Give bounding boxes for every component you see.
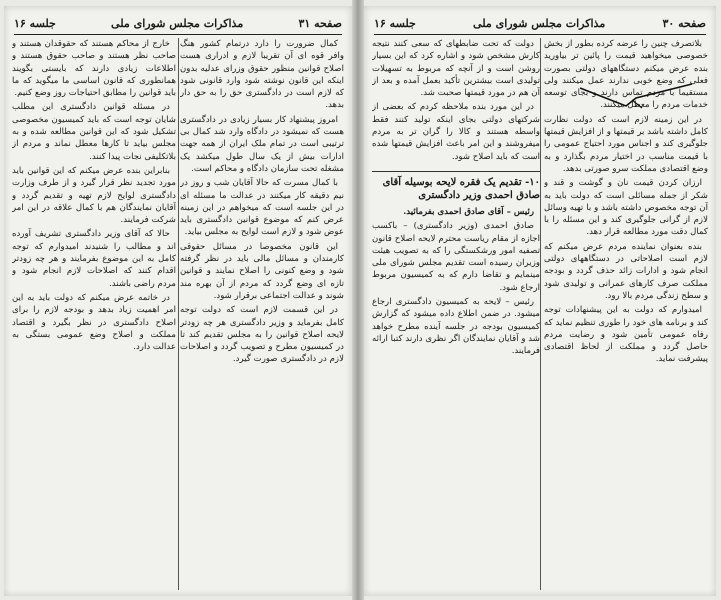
right-page (364, 6, 716, 596)
page-number: صفحه ۳۱ (298, 16, 342, 30)
paragraph: امیدوارم که دولت به این پیشنهادات توجه کند و برنامه های خود را طوری تنظیم نماید که رفاه عمومی تأمین شود و رضایت مردم حاصل گردد و مملکت از لحاظ اقتصادی پیشرفت نماید. (544, 305, 708, 365)
left-page-header (14, 12, 342, 35)
right-page-column-left (372, 38, 540, 590)
paragraph: بلاتصرف چنین را عرضه کرده بطور از بخش خصوصی میخواهید قیمت را پائین تر بیاورید بنده عرض میکنم دستگاههای دولتی بصورت فعلی که وضع خوبی ندارند عمل میکنند ولی مستقیما با مردم تماس دارند و بجای توسعه خدمات مردم را معطل میکنند. (544, 39, 708, 111)
journal-title: مذاکرات مجلس شورای ملی (111, 16, 244, 30)
speaker-line: رئیس – آقای صادق احمدی بفرمائید. (403, 206, 534, 217)
right-page-column-right (544, 38, 708, 590)
paragraph: ارزان کردن قیمت نان و گوشت و قند و شکر از جمله مسائلی است که دولت باید به آن توجه مخصوص داشته باشد و با تهیه وسائل لازم از گرانی جلوگیری کند و این مسئله را با کمال دقت مورد مطالعه قرار دهد. (544, 178, 708, 238)
journal-title: مذاکرات مجلس شورای ملی (473, 16, 606, 30)
paragraph: در این زمینه لازم است که دولت نظارت کامل داشته باشد بر قیمتها و از افزایش قیمتها جلوگیری کند و اجناس مورد احتیاج عمومی را با قیمت مناسب در اختیار مردم بگذارد و به وضع اقتصادی مملکت سرو صورتی بدهد. (544, 114, 708, 174)
paragraph: امروز پیشنهاد کار بسیار زیادی در دادگستری هست که نمیشود در دادگاه وارد شد کمال بی ترتیبی است در تمام ملک ایران از همه جهت ادارات بیش از یک سال طول میکشد یک مشغله تحت سازمان دادگاه و محاکم است. (180, 114, 344, 174)
paragraph: در این مورد بنده ملاحظه کردم که بعضی از شرکتهای دولتی بجای اینکه تولید کنند فقط واسطه هستند و کالا را گران تر به مردم میفروشند و این امر باعث افزایش قیمتها شده است که باید اصلاح شود. (372, 102, 540, 162)
right-page-header (374, 12, 706, 35)
paragraph: بنابراین بنده عرض میکنم که این قوانین باید مورد تجدید نظر قرار گیرد و از طرف وزارت دادگستری لوایح لازم تهیه و تقدیم گردد و آقایان نمایندگان هم با کمال علاقه در این امر شرکت فرمایند. (12, 165, 176, 226)
section-heading: ۱۰- تقدیم یک فقره لایحه بوسیله آقای صادق احمدی وزیر دادگستری (372, 171, 540, 202)
paragraph: حالا که آقای وزیر دادگستری تشریف آورده اند و مطالب را شنیدند امیدوارم که توجه کامل به این موضوع بفرمایند و هر چه زودتر اقدام کنند که اصلاحات لازم انجام شود و مردم راضی باشند. (12, 229, 176, 289)
paragraph: در خاتمه عرض میکنم که دولت باید به این امر اهمیت زیاد بدهد و بودجه لازم را برای اصلاح دادگستری در نظر بگیرد و اقتصاد مملکت و اصلاح وضع عمومی بستگی به عدالت دارد. (12, 292, 176, 353)
left-page-columns (12, 38, 344, 590)
pen-annotation-mark (576, 82, 696, 110)
paragraph: خارج از محاکم هستند که حقوقدان هستند و صاحب نظر هستند و صاحب حقوق هستند و اطلاعات زیادی دارند که بایستی بگویند همانطوری که قانون اساسی ما میگوید که ما باید قوانین را مطابق احتیاجات روز وضع کنیم. (12, 39, 176, 99)
book-gutter (352, 0, 364, 600)
column-divider (540, 38, 541, 590)
column-divider (178, 38, 179, 590)
right-page-columns (372, 38, 708, 590)
page-number: صفحه ۳۰ (662, 16, 706, 30)
paragraph: در مسئله قوانین دادگستری این مطلب شایان توجه است که باید کمیسیون مخصوصی تشکیل شود که این قوانین مطالعه شده و به مجلس بیاید تا کارها معطل نماند و مردم از بلاتکلیفی نجات پیدا کنند. (12, 102, 176, 162)
paragraph: دولت که تحت ضابطهای که سعی کنند نتیجه کارش مشخص شود و اشاره کرد که این بسیار روشن است و از آنچه که مربوط به تسهیلات تولیدی است بیشترین تأکید بعمل آمده و بعد از آن هم در مورد قیمتها صحبت شد. (372, 39, 540, 99)
paragraph: کمال ضرورت را دارد درتمام کشور هنگ وافر قوه ای آن تقریبا لازم و ادراری هست اصلاح قوانین منظور حقوق وزرای عدلیه بدون اینکه این قانون نوشته شود وارد قانونی شود که لازم است در دادگستری حق را به حق دار بدهد. (180, 39, 344, 111)
paragraph: در این قسمت لازم است که دولت توجه کامل بفرماید و وزیر دادگستری هر چه زودتر لایحه اصلاح قوانین را به مجلس تقدیم کند تا در کمیسیون مطرح و تصویب گردد و اصلاحات لازم در دادگستری صورت گیرد. (180, 305, 344, 365)
paragraph: رئیس – لایحه به کمیسیون دادگستری ارجاع میشود. در ضمن اطلاع داده میشود که گزارش کمیسیون بودجه در جلسه آینده مطرح خواهد شد و آقایان نمایندگان اگر نظری دارند کتبا ارائه فرمایند. (372, 297, 540, 357)
left-page-column-left (12, 38, 176, 590)
paragraph: این قانون مخصوصا در مسائل حقوقی کارمندان و مسائل مالی باید در نظر گرفته شود و وضع کنونی را اصلاح نمایند و قوانین تازه ای وضع گردد که مردم از آن بهره مند شوند و عدالت اجتماعی برقرار شود. (180, 241, 344, 301)
paragraph: بنده بعنوان نماینده مردم عرض میکنم که لازم است اصلاحاتی در دستگاههای دولتی انجام شود و ادارات زائد حذف گردد و بودجه مملکت صرف کارهای عمرانی و تولیدی شود و سطح زندگی مردم بالا رود. (544, 241, 708, 301)
paragraph: با کمال مسرت که حالا آقایان شب و روز در نیم دقیقه کار میکنند در عدالت ما مسئله ای در این جلسه است که میخواهم در این زمینه عرض کنم که موضوع قوانین دادگستری باید عوض شود و لازم است لوایح به مجلس بیاید. (180, 178, 344, 238)
session-label: جلسه ۱۶ (374, 16, 416, 30)
left-page-column-right (180, 38, 344, 590)
left-page (4, 6, 352, 596)
paragraph: صادق احمدی (وزیر دادگستری) – باکسب اجازه از مقام ریاست محترم لایحه اصلاح قانون تصفیه امور ورشکستگی را که به تصویب هیئت وزیران رسیده است تقدیم مجلس شورای ملی مینمایم و تقاضا دارم که به کمیسیون مربوط ارجاع شود. (372, 221, 540, 293)
session-label: جلسه ۱۶ (14, 16, 56, 30)
